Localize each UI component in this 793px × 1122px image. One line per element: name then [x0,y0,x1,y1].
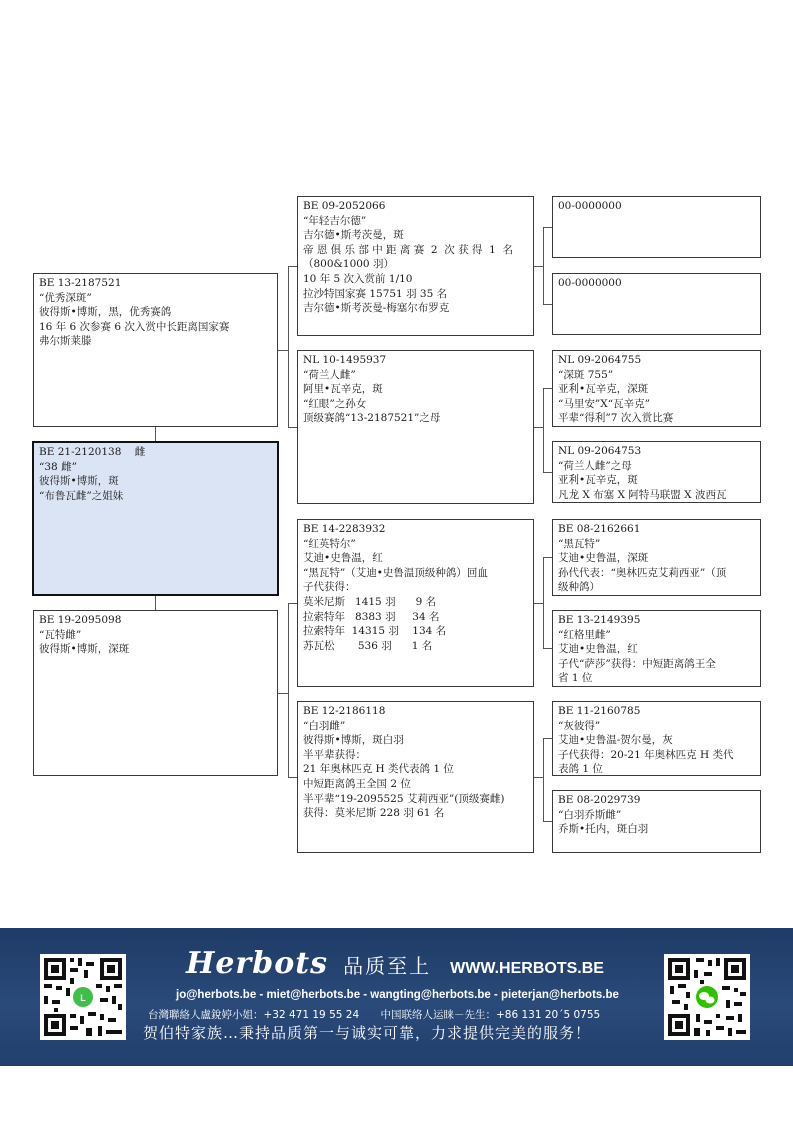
pedigree-line: BE 12-2186118 [303,705,386,717]
connector [543,557,544,648]
phone-taiwan: 台灣聯絡人盧銳婷小姐：+32 471 19 55 24 [148,1009,360,1021]
pedigree-line: 子代获得： [303,581,356,594]
pedigree-line: NL 10-1495937 [303,354,387,366]
website-link[interactable]: WWW.HERBOTS.BE [450,960,604,977]
pedigree-line: 莫米尼斯 1415 羽 9 名 [303,595,437,608]
pedigree-line: 吉尔德•斯考茨曼，斑 [303,229,404,242]
pedigree-line: “马里安”X“瓦辛克” [558,397,650,410]
pedigree-line: 彼得斯•博斯，黑，优秀赛鸽 [39,306,172,319]
pedigree-sds [552,350,761,427]
connector [155,427,156,441]
pedigree-line: “红英特尔” [303,537,356,550]
qr-code-icon [664,954,750,1040]
pedigree-line: “白羽雌” [303,719,346,732]
pedigree-line: BE 19-2095098 [39,614,122,626]
qr-code-right[interactable] [664,954,750,1040]
connector [534,777,543,778]
pedigree-line: BE 09-2052066 [303,200,386,212]
motto-text: 贺伯特家族…秉持品质第一与诚实可靠，力求提供完美的服务！ [143,1024,592,1042]
pedigree-line: 阿里•瓦辛克，斑 [303,383,383,396]
pedigree-line: 级种鸽） [558,581,600,594]
pedigree-line: 艾迪•史鲁温，红 [558,643,638,656]
pedigree-line: NL 09-2064753 [558,445,642,457]
pedigree-dsd [552,610,761,687]
pedigree-dds [552,701,761,776]
connector [288,777,297,778]
brand-header [186,946,604,981]
pedigree-line: “黑瓦特” [558,537,601,550]
connector [278,693,288,694]
pedigree-line: 弗尔斯莱滕 [39,335,92,348]
connector [288,603,297,604]
connector [288,427,297,428]
pedigree-subject [32,441,279,596]
pedigree-line: 亚利•瓦辛克，深斑 [558,383,649,396]
brand-slogan: 品质至上 [343,954,432,978]
pedigree-line: BE 08-2162661 [558,523,641,535]
pedigree-line: BE 11-2160785 [558,705,641,717]
pedigree-line: NL 09-2064755 [558,354,642,366]
pedigree-line: 拉沙特国家赛 15751 羽 35 名 [303,287,448,300]
pedigree-line: 亚利•瓦辛克，斑 [558,474,638,487]
connector [534,266,543,267]
pedigree-line: 孙代代表：“奥林匹克艾莉西亚”（顶 [558,566,727,579]
pedigree-line: “黑瓦特”（艾迪•史鲁温顶级种鸽）回血 [303,566,488,579]
footer-banner [0,928,793,1066]
pedigree-line: “布鲁瓦雌”之姐妹 [39,489,124,502]
pedigree-line: 彼得斯•博斯，斑白羽 [303,734,404,747]
pedigree-line: 艾迪•史鲁温-贺尔曼，灰 [558,734,673,747]
contact-phones [148,1007,600,1022]
pedigree-line: 半平辈“19-2095525 艾莉西亚”(顶级赛雌) [303,792,505,805]
pedigree-line: 省 1 位 [558,672,593,685]
connector [543,388,544,472]
pedigree-line: （800&1000 羽） [303,258,394,271]
pedigree-line: 拉索特年 14315 羽 134 名 [303,625,447,638]
pedigree-line: 子代获得：20-21 年奥林匹克 H 类代 [558,748,734,761]
pedigree-line: “白羽乔斯雌” [558,808,622,821]
connector [543,738,544,821]
pedigree-line: “优秀深斑” [39,291,92,304]
pedigree-line: 10 年 5 次入赏前 1/10 [303,272,413,285]
pedigree-dss [552,519,761,596]
pedigree-line: “瓦特雌” [39,628,82,641]
pedigree-line: 吉尔德•斯考茨曼-梅塞尔布罗克 [303,302,450,315]
pedigree-sdd [552,441,761,503]
pedigree-line: 艾迪•史鲁温，深斑 [558,552,649,565]
connector [288,266,297,267]
pedigree-line: BE 14-2283932 [303,523,386,535]
pedigree-dam-sire [297,519,534,687]
pedigree-line: “灰彼得” [558,719,601,732]
pedigree-line: BE 13-2187521 [39,277,122,289]
pedigree-line: 00-0000000 [558,200,622,212]
pedigree-line: 凡龙 X 布塞 X 阿特马联盟 X 波西瓦 [558,488,727,501]
pedigree-line: 彼得斯•博斯，斑 [39,475,119,488]
pedigree-line: BE 21-2120138 雌 [39,446,146,458]
pedigree-line: “荷兰人雌”之母 [558,459,632,472]
pedigree-line: 彼得斯•博斯，深斑 [39,643,130,656]
pedigree-dam-dam [297,701,534,853]
pedigree-line: “深斑 755” [558,368,614,381]
pedigree-line: 顶级赛鸽“13-2187521”之母 [303,412,441,425]
pedigree-line: BE 08-2029739 [558,794,641,806]
pedigree-line: 半平辈获得： [303,748,366,761]
pedigree-line: 表鸽 1 位 [558,763,603,776]
pedigree-line: “年轻吉尔德” [303,214,367,227]
pedigree-line: 获得：莫米尼斯 228 羽 61 名 [303,807,445,820]
pedigree-line: “荷兰人雌” [303,368,356,381]
connector [543,648,552,649]
connector [543,227,552,228]
pedigree-line: 帝 恩 俱 乐 部 中 距 离 赛 2 次 获 得 1 名 [303,243,513,256]
pedigree-sire [33,273,278,427]
pedigree-line: 拉索特年 8383 羽 34 名 [303,610,440,623]
pedigree-line: “红眼”之孙女 [303,397,367,410]
connector [543,557,552,558]
connector [278,350,288,351]
pedigree-line: 中短距离鸽王全国 2 位 [303,777,411,790]
qr-code-icon [40,954,126,1040]
pedigree-line: “红格里雌” [558,628,611,641]
pedigree-ddd [552,790,761,853]
connector [288,266,289,427]
pedigree-line: 平辈“得利”7 次入赏比赛 [558,412,674,425]
pedigree-sire-sire [297,196,534,336]
connector [155,596,156,610]
connector [543,472,552,473]
pedigree-line: 艾迪•史鲁温，红 [303,552,383,565]
qr-code-left[interactable] [40,954,126,1040]
pedigree-line: “38 雌” [39,460,77,473]
pedigree-line: 21 年奥林匹克 H 类代表鸽 1 位 [303,763,454,776]
contact-emails[interactable]: jo@herbots.be - miet@herbots.be - wangting@herbots.be - pieterjan@herbots.be [176,989,619,1001]
pedigree-line: 子代“萨莎”获得：中短距离鸽王全 [558,657,716,670]
pedigree-line: 16 年 6 次参赛 6 次入赏中长距离国家赛 [39,320,230,333]
connector [534,427,543,428]
connector [534,603,543,604]
pedigree-sss [552,196,761,258]
pedigree-line: BE 13-2149395 [558,614,641,626]
pedigree-line: 苏瓦松 536 羽 1 名 [303,639,433,652]
pedigree-line: 00-0000000 [558,277,622,289]
connector [543,304,552,305]
connector [543,227,544,304]
phone-china: 中国联络人运睐－先生：+86 131 20´5 0755 [380,1009,601,1021]
connector [543,821,552,822]
pedigree-sire-dam [297,350,534,504]
brand-logo: Herbots [186,946,328,981]
pedigree-line: 乔斯•托内，斑白羽 [558,823,649,836]
connector [288,603,289,777]
pedigree-ssd [552,273,761,335]
connector [543,738,552,739]
connector [543,388,552,389]
pedigree-dam [33,610,278,776]
svg-text:L: L [80,993,86,1003]
